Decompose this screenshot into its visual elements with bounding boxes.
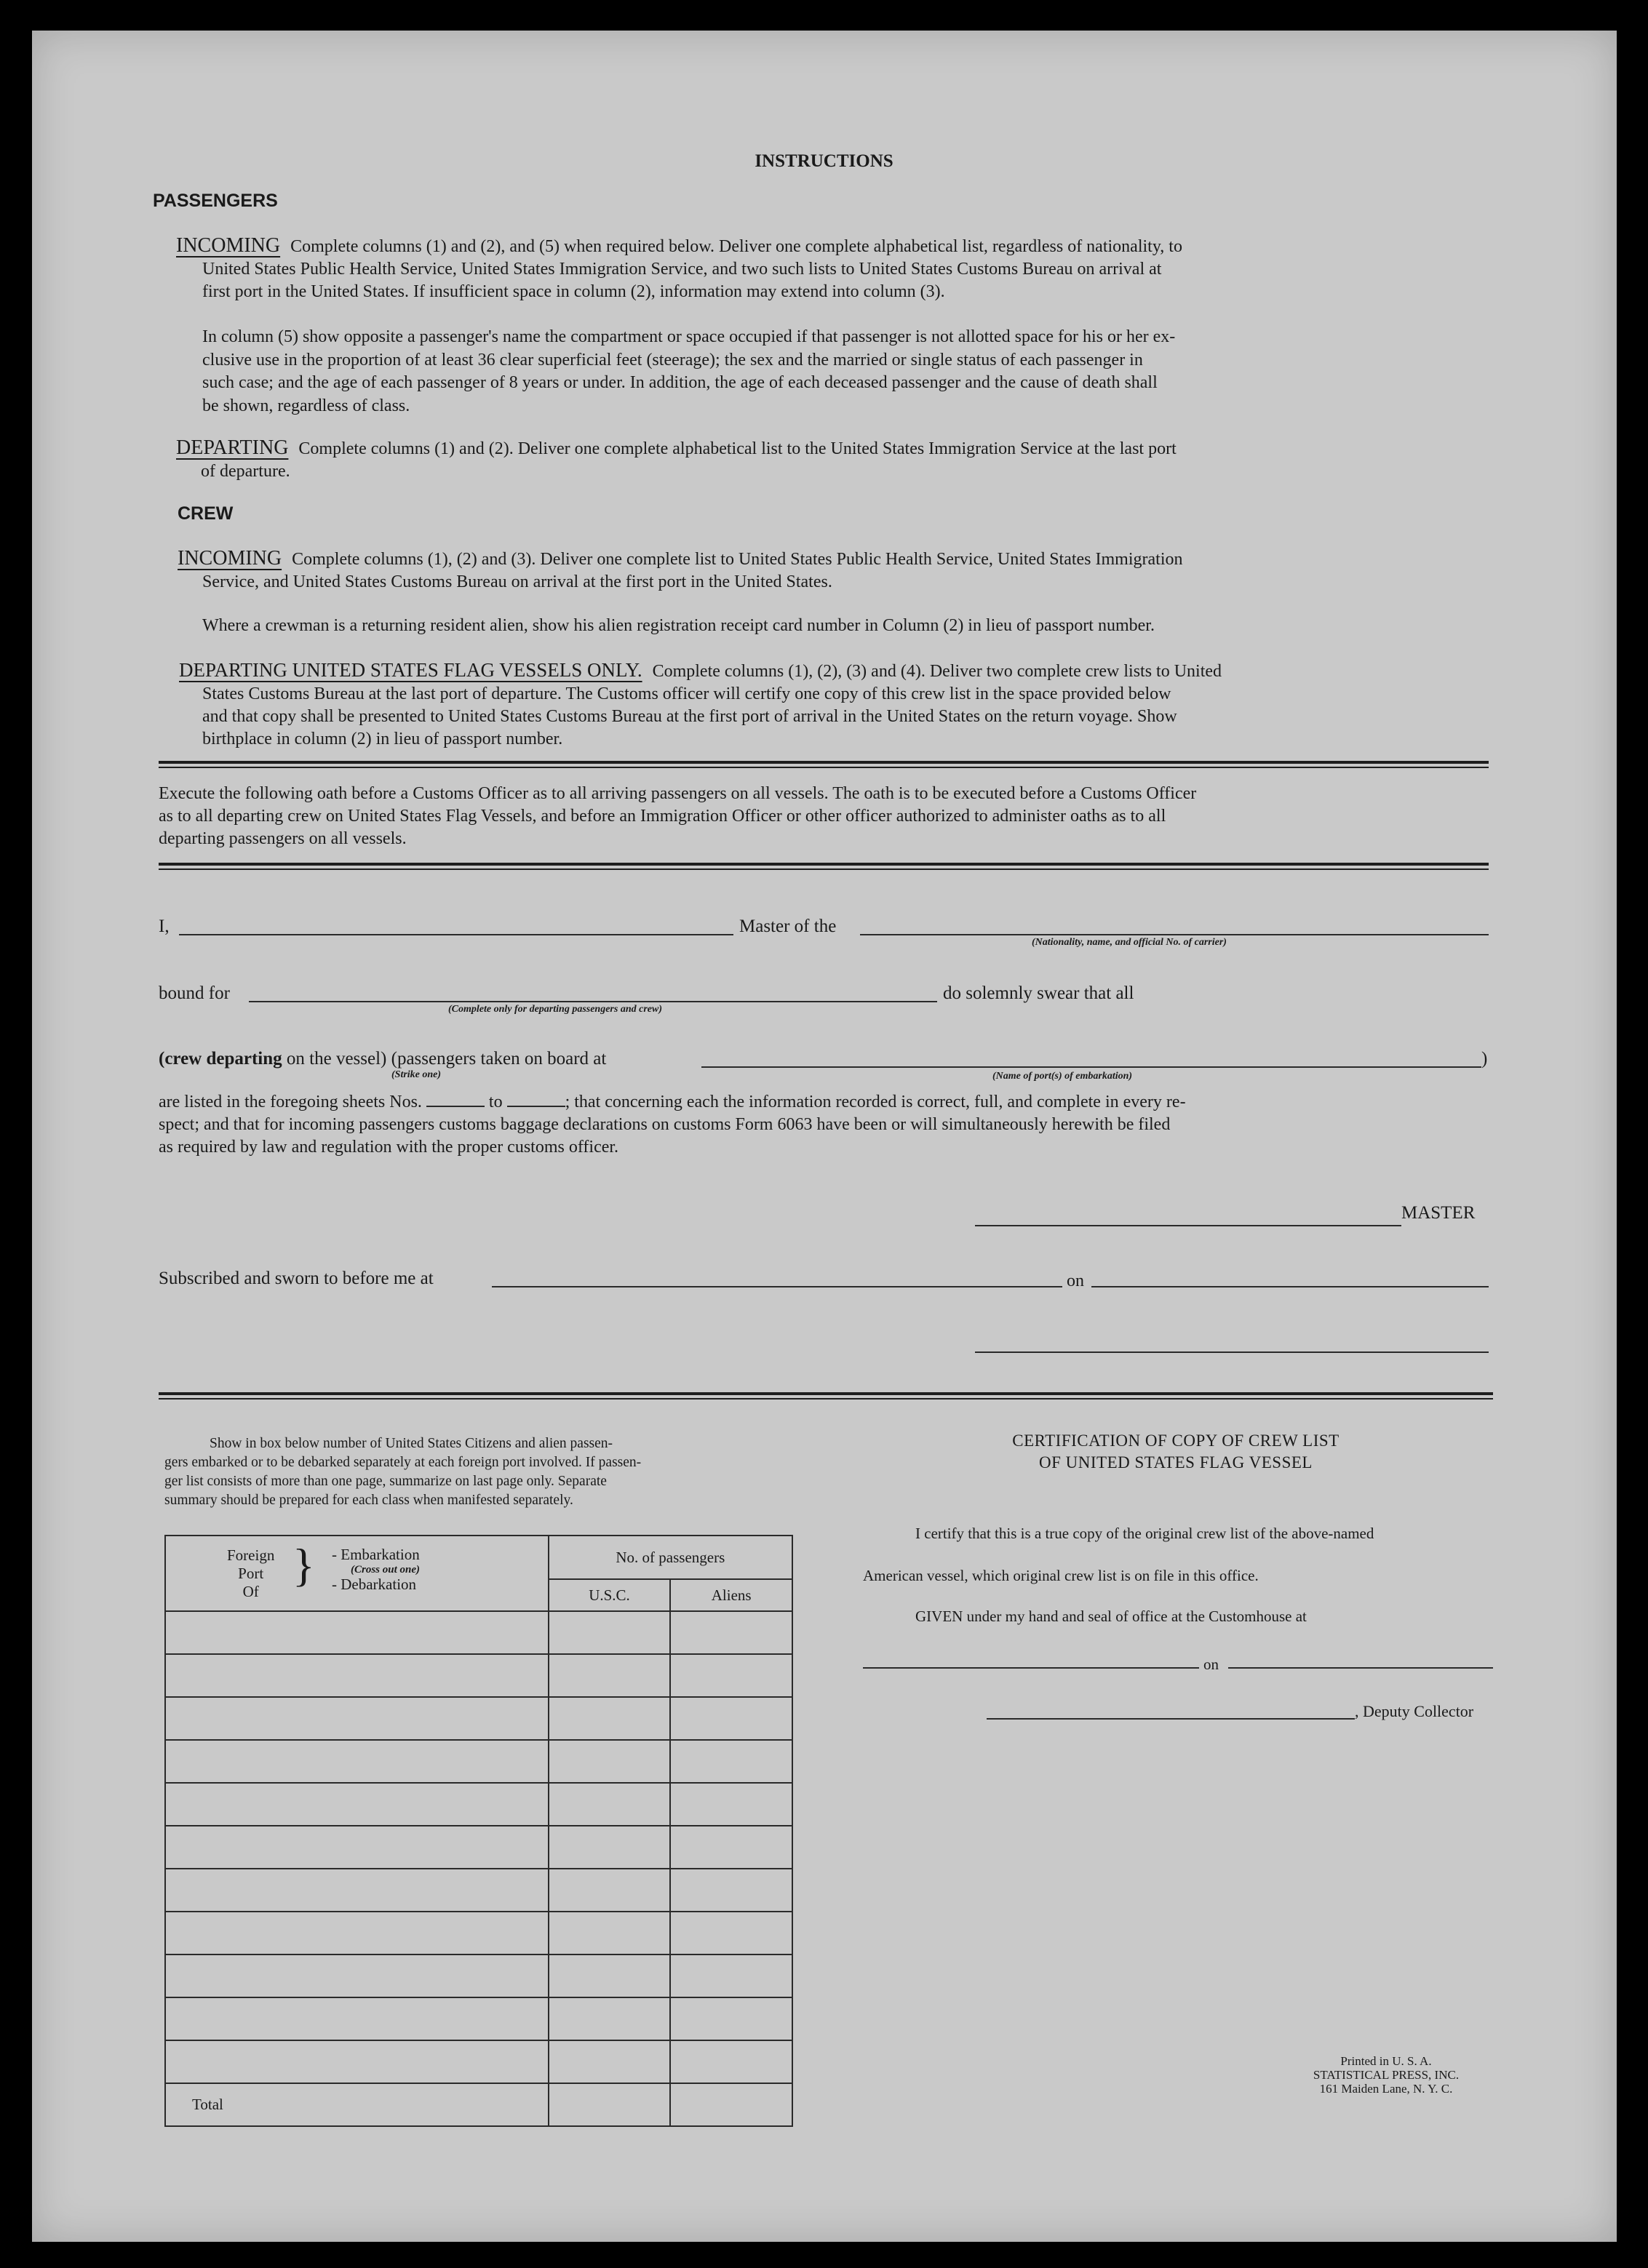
listed-line-3: as required by law and regulation with the proper customs officer. (159, 1138, 619, 1157)
usc-cell[interactable] (549, 1826, 671, 1869)
sworn-place-field[interactable] (492, 1286, 1062, 1287)
total-label: Total (165, 2083, 549, 2126)
passengers-incoming-section (176, 234, 1462, 303)
certification-date-field[interactable] (1228, 1667, 1493, 1669)
summary-note (164, 1434, 797, 1510)
master-signature-field[interactable] (975, 1225, 1401, 1226)
port-cell[interactable] (165, 1654, 549, 1697)
printer-imprint (1230, 2054, 1542, 2096)
port-cell[interactable] (165, 1783, 549, 1826)
usc-cell[interactable] (549, 1783, 671, 1826)
foreign-port-header (165, 1536, 549, 1611)
crew-departing-line2: States Customs Bureau at the last port of departure. The Customs officer will certify one copy of this crew list in the space provided below (202, 684, 1171, 703)
instructions-title: INSTRUCTIONS (755, 151, 893, 171)
aliens-total-cell[interactable] (670, 2083, 792, 2126)
divider-rule (159, 767, 1489, 768)
col5-line1: In column (5) show opposite a passenger's name the compartment or space occupied if that passenger is not allotted space for his or her ex- (202, 327, 1176, 346)
divider-rule (159, 863, 1489, 866)
printer-line3: 161 Maiden Lane, N. Y. C. (1319, 2082, 1453, 2096)
oath-note-line1: Execute the following oath before a Customs Officer as to all arriving passengers on all vessels. The oath is to be executed before a Customs Officer (159, 784, 1197, 803)
divider-rule (159, 761, 1489, 764)
on-the-vessel-text: on the vessel) (286, 1049, 387, 1069)
port-cell[interactable] (165, 1997, 549, 2040)
deputy-collector-signature-field[interactable] (987, 1718, 1355, 1720)
col5-line2: clusive use in the proportion of at least 36 clear superficial feet (steerage); the sex and the married or single status of each passenger in (202, 350, 1143, 370)
bound-for-label: bound for (159, 983, 230, 1003)
passengers-heading: PASSENGERS (153, 191, 278, 211)
oath-note-line3: departing passengers on all vessels. (159, 829, 407, 848)
oath-note-line2: as to all departing crew on United States Flag Vessels, and before an Immigration Officer or other officer authorized to administer oaths as to all (159, 807, 1166, 826)
certification-title-line2: OF UNITED STATES FLAG VESSEL (1039, 1453, 1313, 1472)
col5-line3: such case; and the age of each passenger of 8 years or under. In addition, the age of each deceased passenger and the cause of death shall (202, 373, 1158, 392)
embarkation-label[interactable]: - Embarkation (332, 1546, 420, 1563)
summary-note-line3: ger list consists of more than one page, summarize on last page only. Separate (164, 1474, 607, 1489)
swear-text: do solemnly swear that all (943, 983, 1134, 1003)
pass-departing-line1: Complete columns (1) and (2). Deliver one complete alphabetical list to the United States Immigration Service at the last port (298, 439, 1177, 458)
brace-icon: } (292, 1539, 315, 1591)
certification-title-line1: CERTIFICATION OF COPY OF CREW LIST (1012, 1432, 1340, 1450)
port-cell[interactable] (165, 1954, 549, 1997)
sheet-from-field[interactable] (426, 1106, 485, 1107)
crew-incoming-line2: Service, and United States Customs Bureau on arrival at the first port in the United States. (202, 572, 832, 591)
cross-out-hint: (Cross out one) (351, 1564, 421, 1576)
pass-departing-line2: of departure. (201, 462, 290, 481)
carrier-field[interactable] (860, 934, 1489, 935)
officer-signature-field[interactable] (975, 1351, 1489, 1353)
port-cell[interactable] (165, 1697, 549, 1740)
passengers-taken-choice[interactable]: (passengers taken on board at (391, 1049, 607, 1069)
master-label: MASTER (1401, 1203, 1476, 1223)
carrier-hint: (Nationality, name, and official No. of carrier) (1032, 937, 1227, 948)
crew-incoming-line1: Complete columns (1), (2) and (3). Deliver one complete list to United States Public Health Service, United States Immigration (292, 550, 1183, 569)
close-paren: ) (1481, 1049, 1488, 1069)
deputy-collector-label: , Deputy Collector (1355, 1702, 1474, 1720)
port-cell[interactable] (165, 2040, 549, 2083)
certification-title (863, 1430, 1489, 1474)
embarkation-ports-field[interactable] (701, 1066, 1481, 1068)
sworn-date-field[interactable] (1091, 1286, 1489, 1287)
of-label: Of (242, 1583, 259, 1600)
pass-incoming-line2: United States Public Health Service, United States Immigration Service, and two such lists to United States Customs Bureau on arrival at (202, 260, 1162, 279)
crew-departing-section (179, 659, 1462, 751)
usc-cell[interactable] (549, 1869, 671, 1912)
master-of-the-label: Master of the (739, 917, 837, 936)
port-cell[interactable] (165, 1611, 549, 1654)
divider-rule (159, 1392, 1493, 1395)
crewman-resident-alien-note: Where a crewman is a returning resident alien, show his alien registration receipt card number in Column (2) in lieu of passport number. (202, 616, 1155, 635)
col5-line4: be shown, regardless of class. (202, 396, 410, 415)
usc-header: U.S.C. (549, 1579, 671, 1611)
passenger-summary-table (164, 1535, 793, 2127)
passengers-departing-label: DEPARTING (176, 436, 289, 459)
usc-total-cell[interactable] (549, 2083, 671, 2126)
foreign-port-of-label (227, 1546, 274, 1601)
customhouse-field[interactable] (863, 1667, 1199, 1669)
aliens-header: Aliens (670, 1579, 792, 1611)
aliens-cell[interactable] (670, 1740, 792, 1783)
crew-heading: CREW (178, 503, 234, 524)
port-cell[interactable] (165, 1912, 549, 1954)
usc-cell[interactable] (549, 1697, 671, 1740)
passengers-departing-section (176, 436, 1462, 483)
aliens-cell[interactable] (670, 2040, 792, 2083)
certification-on-label: on (1203, 1656, 1219, 1673)
aliens-cell[interactable] (670, 1869, 792, 1912)
aliens-cell[interactable] (670, 1912, 792, 1954)
usc-cell[interactable] (549, 1654, 671, 1697)
bound-for-hint: (Complete only for departing passengers and crew) (448, 1004, 662, 1015)
aliens-cell[interactable] (670, 1997, 792, 2040)
listed-line-2: spect; and that for incoming passengers customs baggage declarations on customs Form 6063 have been or will simultaneously herewith be filed (159, 1115, 1171, 1134)
listed-line-1 (159, 1093, 1186, 1112)
foreign-label: Foreign (227, 1546, 275, 1564)
port-cell[interactable] (165, 1869, 549, 1912)
usc-cell[interactable] (549, 1954, 671, 1997)
strike-one-hint: (Strike one) (391, 1069, 442, 1080)
printer-line1: Printed in U. S. A. (1340, 2054, 1432, 2068)
printer-line2: STATISTICAL PRESS, INC. (1313, 2068, 1460, 2082)
listed-text-a: are listed in the foregoing sheets Nos. (159, 1093, 422, 1111)
aliens-cell[interactable] (670, 1654, 792, 1697)
crew-departing-line1: Complete columns (1), (2), (3) and (4). Deliver two complete crew lists to United (652, 662, 1222, 681)
certify-line2: American vessel, which original crew list is on file in this office. (863, 1567, 1259, 1584)
aliens-cell[interactable] (670, 1783, 792, 1826)
crew-departing-line3: and that copy shall be presented to United States Customs Bureau at the first port of arrival in the United States on the return voyage. Show (202, 707, 1177, 726)
given-line: GIVEN under my hand and seal of office at the Customhouse at (915, 1608, 1307, 1625)
listed-text-b: ; that concerning each the information recorded is correct, full, and complete in every re- (565, 1093, 1186, 1111)
oath-i-label: I, (159, 917, 170, 936)
pass-incoming-line3: first port in the United States. If insufficient space in column (2), information may extend into column (3). (202, 282, 945, 301)
crew-departing-label: DEPARTING UNITED STATES FLAG VESSELS ONLY. (179, 659, 642, 681)
oath-instructions (159, 783, 1489, 850)
crew-passenger-choice (159, 1049, 606, 1069)
listed-to-text: to (488, 1093, 503, 1111)
subscribed-label: Subscribed and sworn to before me at (159, 1269, 434, 1288)
sheet-to-field[interactable] (507, 1106, 565, 1107)
aliens-cell[interactable] (670, 1611, 792, 1654)
usc-cell[interactable] (549, 1611, 671, 1654)
aliens-cell[interactable] (670, 1697, 792, 1740)
bound-for-field[interactable] (249, 1001, 937, 1002)
usc-cell[interactable] (549, 2040, 671, 2083)
port-cell[interactable] (165, 1740, 549, 1783)
crew-incoming-section (178, 547, 1462, 594)
summary-note-line1: Show in box below number of United States Citizens and alien passen- (210, 1436, 613, 1451)
crew-incoming-label: INCOMING (178, 547, 282, 570)
usc-cell[interactable] (549, 1997, 671, 2040)
pass-incoming-line1: Complete columns (1) and (2), and (5) when required below. Deliver one complete alphabetical list, regardless of nationality, to (290, 237, 1182, 256)
embarkation-options (332, 1546, 420, 1593)
passengers-incoming-label: INCOMING (176, 234, 281, 257)
certify-line1: I certify that this is a true copy of the original crew list of the above-named (915, 1525, 1374, 1542)
divider-rule (159, 1398, 1493, 1399)
master-name-field[interactable] (179, 934, 733, 935)
usc-cell[interactable] (549, 1912, 671, 1954)
port-label: Port (238, 1565, 264, 1582)
aliens-cell[interactable] (670, 1954, 792, 1997)
debarkation-label[interactable]: - Debarkation (332, 1576, 417, 1593)
crew-departing-choice[interactable]: (crew departing (159, 1049, 282, 1069)
usc-cell[interactable] (549, 1740, 671, 1783)
divider-rule (159, 869, 1489, 870)
sworn-on-label: on (1067, 1271, 1084, 1290)
port-cell[interactable] (165, 1826, 549, 1869)
ports-hint: (Name of port(s) of embarkation) (992, 1071, 1133, 1082)
column-5-paragraph (202, 326, 1462, 418)
crew-departing-line4: birthplace in column (2) in lieu of passport number. (202, 730, 563, 748)
summary-note-line2: gers embarked or to be debarked separately at each foreign port involved. If passen- (164, 1455, 642, 1470)
aliens-cell[interactable] (670, 1826, 792, 1869)
no-passengers-header: No. of passengers (549, 1536, 792, 1579)
summary-note-line4: summary should be prepared for each class when manifested separately. (164, 1493, 573, 1508)
